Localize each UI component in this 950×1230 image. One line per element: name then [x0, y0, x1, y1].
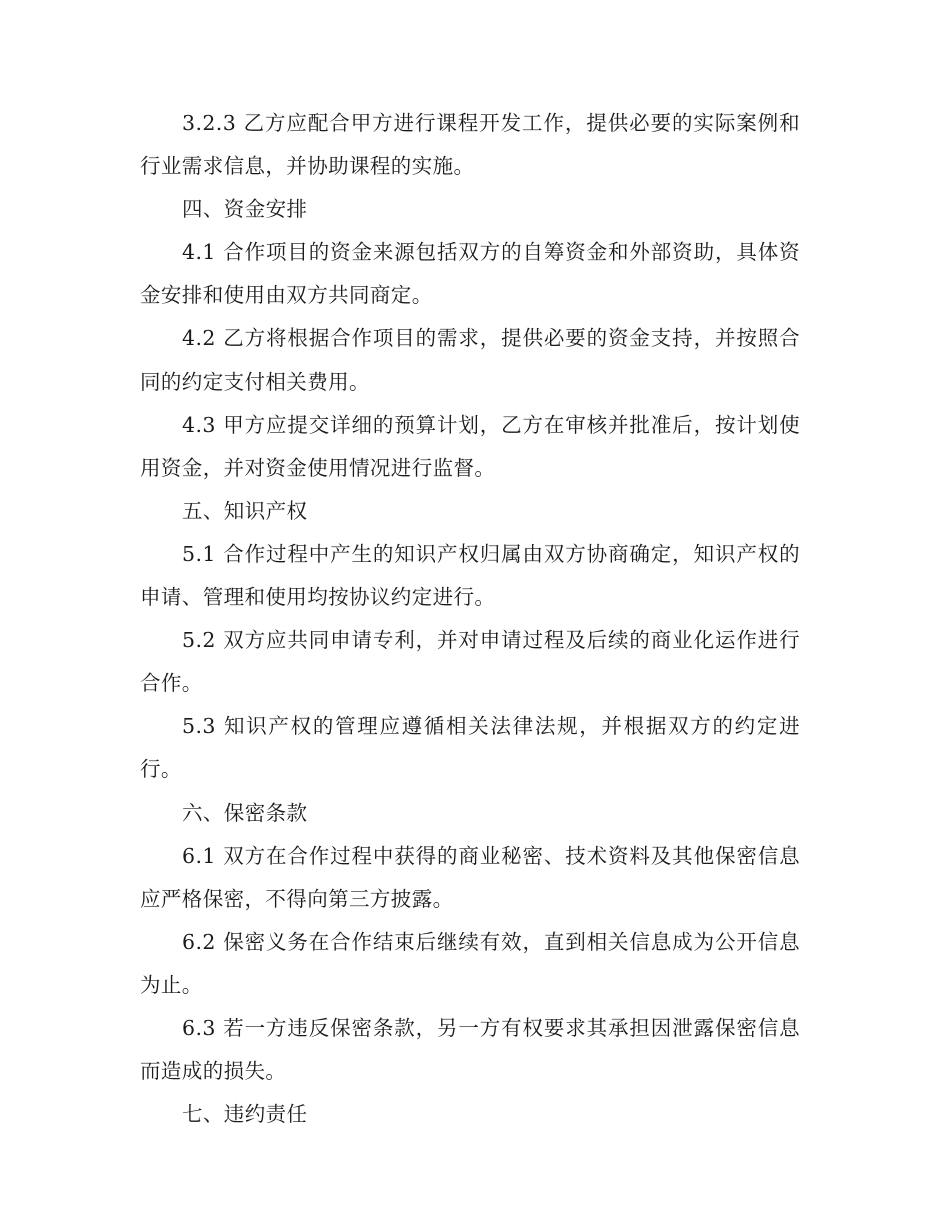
- clause-4-1: 4.1 合作项目的资金来源包括双方的自筹资金和外部资助，具体资金安排和使用由双方共同商定。: [140, 240, 800, 308]
- section-heading-confidentiality: 六、保密条款: [182, 800, 308, 825]
- clause-5-3: 5.3 知识产权的管理应遵循相关法律法规，并根据双方的约定进行。: [140, 714, 800, 782]
- clause-4-3: 4.3 甲方应提交详细的预算计划，乙方在审核并批准后，按计划使用资金，并对资金使用情况进行监督。: [140, 412, 800, 480]
- clause-3-2-3: 3.2.3 乙方应配合甲方进行课程开发工作，提供必要的实际案例和行业需求信息，并协助课程的实施。: [140, 111, 800, 179]
- clause-4-2: 4.2 乙方将根据合作项目的需求，提供必要的资金支持，并按照合同的约定支付相关费用。: [140, 326, 800, 394]
- document-body: [140, 102, 800, 1136]
- section-heading-ip: 五、知识产权: [182, 498, 308, 523]
- clause-6-2: 6.2 保密义务在合作结束后继续有效，直到相关信息成为公开信息为止。: [140, 929, 800, 997]
- clause-6-1: 6.1 双方在合作过程中获得的商业秘密、技术资料及其他保密信息应严格保密，不得向第三方披露。: [140, 843, 800, 911]
- section-heading-funding: 四、资金安排: [182, 197, 308, 222]
- clause-5-1: 5.1 合作过程中产生的知识产权归属由双方协商确定，知识产权的申请、管理和使用均按协议约定进行。: [140, 541, 800, 610]
- section-heading-liability: 七、违约责任: [182, 1102, 308, 1127]
- clause-5-2: 5.2 双方应共同申请专利，并对申请过程及后续的商业化运作进行合作。: [140, 628, 800, 696]
- clause-6-3: 6.3 若一方违反保密条款，另一方有权要求其承担因泄露保密信息而造成的损失。: [140, 1015, 800, 1084]
